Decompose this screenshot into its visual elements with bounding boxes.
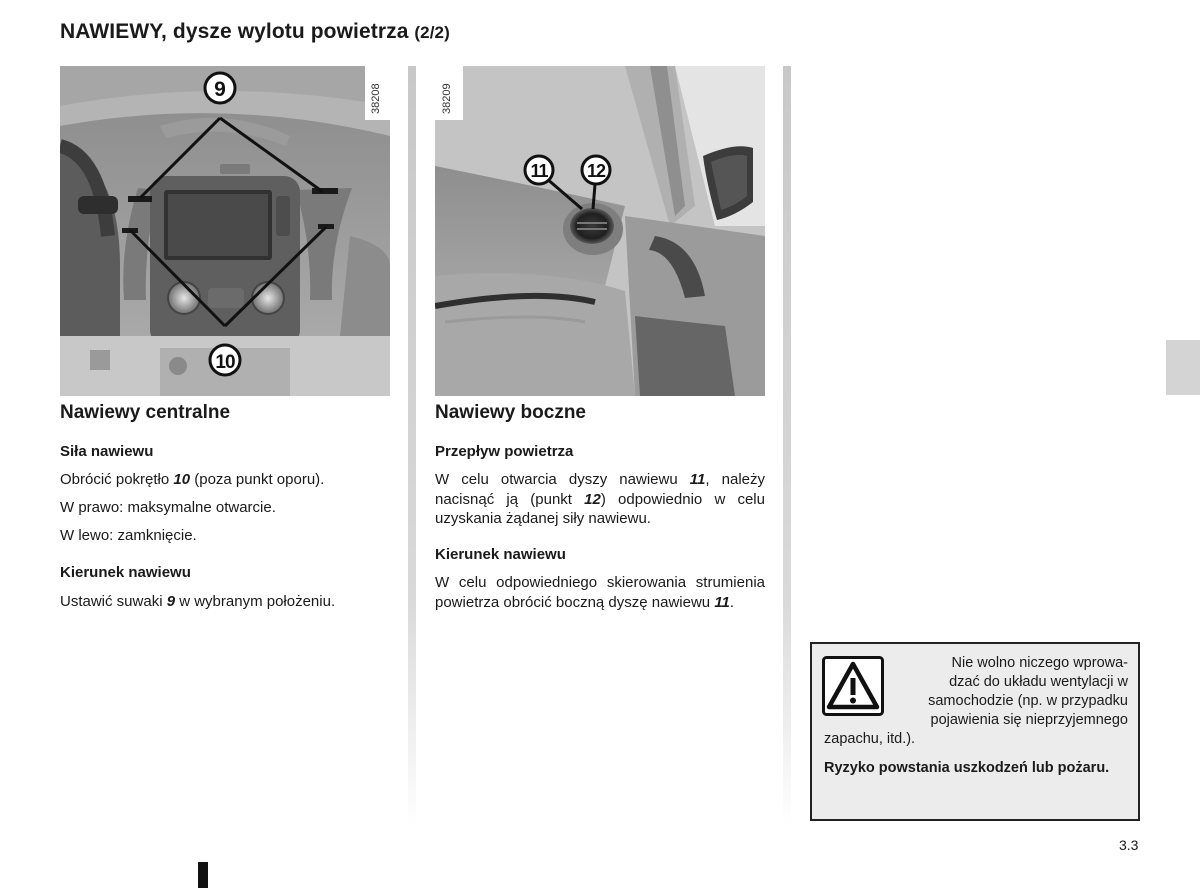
dashboard-illustration bbox=[60, 66, 390, 396]
page-title-text: NAWIEWY, dysze wylotu powietrza bbox=[60, 20, 409, 43]
section-title-central: Nawiewy centralne bbox=[60, 402, 231, 423]
figure-code-right: 38209 bbox=[441, 83, 453, 114]
door-vent-illustration bbox=[435, 66, 765, 396]
page-title-suffix: (2/2) bbox=[414, 23, 450, 42]
callout-9-label: 9 bbox=[214, 78, 226, 101]
subheading-direction: Kierunek nawiewu bbox=[60, 564, 191, 581]
column-divider-right bbox=[783, 66, 791, 826]
text-fragment: Ustawić suwaki bbox=[60, 593, 167, 610]
warning-text-line4: pojawienia się nieprzyjemnego bbox=[930, 712, 1128, 728]
page-title bbox=[60, 20, 450, 44]
figure-central-vents bbox=[60, 66, 390, 396]
subheading-direction-side: Kierunek nawiewu bbox=[435, 546, 566, 563]
paragraph-set-sliders bbox=[60, 592, 390, 612]
callout-9 bbox=[205, 73, 235, 103]
ref-number: 12 bbox=[584, 490, 601, 508]
subheading-airflow-strength: Siła nawiewu bbox=[60, 443, 154, 460]
callout-12 bbox=[582, 156, 610, 184]
paragraph-left-close: W lewo: zamknięcie. bbox=[60, 527, 197, 544]
warning-triangle-icon bbox=[822, 656, 884, 716]
text-fragment: , należy nacisnąć ją (punkt bbox=[435, 471, 765, 508]
warning-text-line5: zapachu, itd.). bbox=[824, 731, 916, 747]
warning-box bbox=[810, 642, 1140, 821]
warning-text-line1: Nie wolno niczego wprowa- bbox=[951, 655, 1128, 671]
ref-number: 11 bbox=[714, 593, 730, 611]
paragraph-turn-nozzle bbox=[435, 573, 765, 612]
column-divider-left bbox=[408, 66, 416, 826]
warning-risk-text: Ryzyko powstania uszkodzeń lub pożaru. bbox=[824, 760, 1110, 776]
text-fragment: ) odpowiednio w celu uzyskania żądanej siły nawiewu. bbox=[435, 490, 765, 527]
text-fragment: Obrócić pokrętło bbox=[60, 471, 174, 488]
subheading-airflow: Przepływ powietrza bbox=[435, 443, 574, 460]
warning-text-line3: samochodzie (np. w przypadku bbox=[928, 693, 1128, 709]
callout-10-label: 10 bbox=[215, 352, 235, 373]
chapter-tab bbox=[1166, 340, 1200, 395]
paragraph-turn-knob bbox=[60, 470, 390, 490]
text-fragment: . bbox=[729, 593, 735, 611]
paragraph-right-open: W prawo: maksymalne otwarcie. bbox=[60, 499, 276, 516]
text-fragment: W celu odpowiedniego skierowania strumienia powietrza obrócić boczną dyszę nawiewu bbox=[435, 574, 765, 611]
ref-number: 9 bbox=[166, 593, 176, 610]
figure-side-vents bbox=[435, 66, 765, 396]
callout-11-label: 11 bbox=[530, 161, 548, 181]
ref-number: 10 bbox=[173, 471, 191, 488]
callout-12-label: 12 bbox=[586, 161, 606, 181]
text-fragment: (poza punkt oporu). bbox=[190, 471, 325, 488]
section-title-side: Nawiewy boczne bbox=[435, 402, 586, 423]
text-fragment: w wybranym położeniu. bbox=[175, 593, 336, 610]
page-number: 3.3 bbox=[1119, 837, 1139, 853]
paragraph-open-nozzle bbox=[435, 470, 765, 529]
ref-number: 11 bbox=[689, 471, 706, 488]
callout-10 bbox=[210, 345, 240, 375]
callout-11 bbox=[525, 156, 553, 184]
warning-text-line2: dzać do układu wentylacji w bbox=[949, 674, 1128, 690]
text-fragment: W celu otwarcia dyszy nawiewu bbox=[435, 471, 690, 488]
crop-mark bbox=[198, 862, 208, 888]
figure-code-left: 38208 bbox=[370, 83, 382, 114]
